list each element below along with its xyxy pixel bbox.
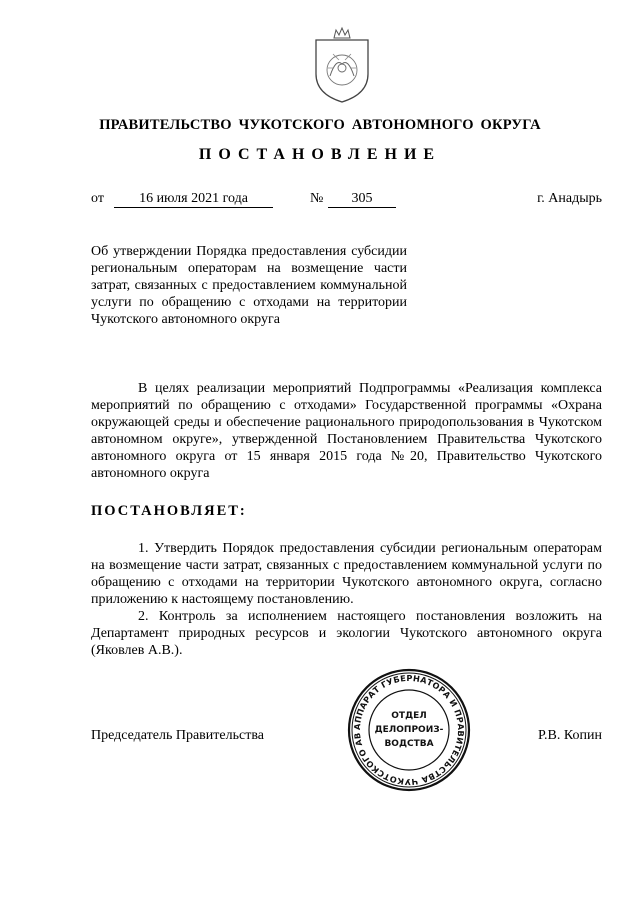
document-number: 305 — [328, 191, 396, 208]
number-label: № — [310, 191, 324, 206]
stamp-center-line-2: ДЕЛОПРОИЗ- — [374, 725, 444, 735]
resolves-heading: ПОСТАНОВЛЯЕТ: — [91, 503, 247, 519]
organization-title: ПРАВИТЕЛЬСТВО ЧУКОТСКОГО АВТОНОМНОГО ОКРУГА — [99, 117, 541, 133]
date-from-label: от — [91, 191, 104, 206]
document-type-title: ПОСТАНОВЛЕНИЕ — [198, 146, 442, 163]
signatory-position: Председатель Правительства — [91, 728, 264, 743]
preamble-paragraph: В целях реализации мероприятий Подпрограммы «Реализация комплекса мероприятий по обращению с отходами» Государственной программы «Охрана окружающей среды и обеспечение рационального природопользования в Чукотском автономном округе», утвержденной Постановлением Правительства Чукотского автономного округа от 15 января 2015 года №20, Правительство Чукотского автономного округа — [91, 381, 602, 481]
coat-of-arms-emblem — [306, 24, 378, 104]
stamp-center-line-1: ОТДЕЛ — [391, 711, 427, 721]
document-date: 16 июля 2021 года — [114, 191, 273, 208]
official-stamp — [347, 668, 471, 792]
stamp-center-line-3: ВОДСТВА — [384, 739, 434, 749]
signatory-name: Р.В. Копин — [538, 728, 602, 743]
resolution-item-2: 2. Контроль за исполнением настоящего постановления возложить на Департамент природных ресурсов и экологии Чукотского автономного округа (Яковлев А.В.). — [91, 609, 602, 658]
city: г. Анадырь — [537, 191, 602, 206]
resolution-item-1: 1. Утвердить Порядок предоставления субсидии региональным операторам на возмещение части затрат, связанных с предоставлением коммунальной услуги по обращению с отходами на территории Чукотского автономного округа, согласно приложению к настоящему постановлению. — [91, 541, 602, 607]
stamp-ring-text: АППАРАТ ГУБЕРНАТОРА И ПРАВИТЕЛЬСТВА ЧУКОТСКОГО АВ — [351, 672, 467, 788]
document-subject: Об утверждении Порядка предоставления субсидии региональным операторам на возмещение части затрат, связанных с предоставлением коммунальной услуги по обращению с отходами на территории Чукотского автономного округа — [91, 244, 407, 327]
